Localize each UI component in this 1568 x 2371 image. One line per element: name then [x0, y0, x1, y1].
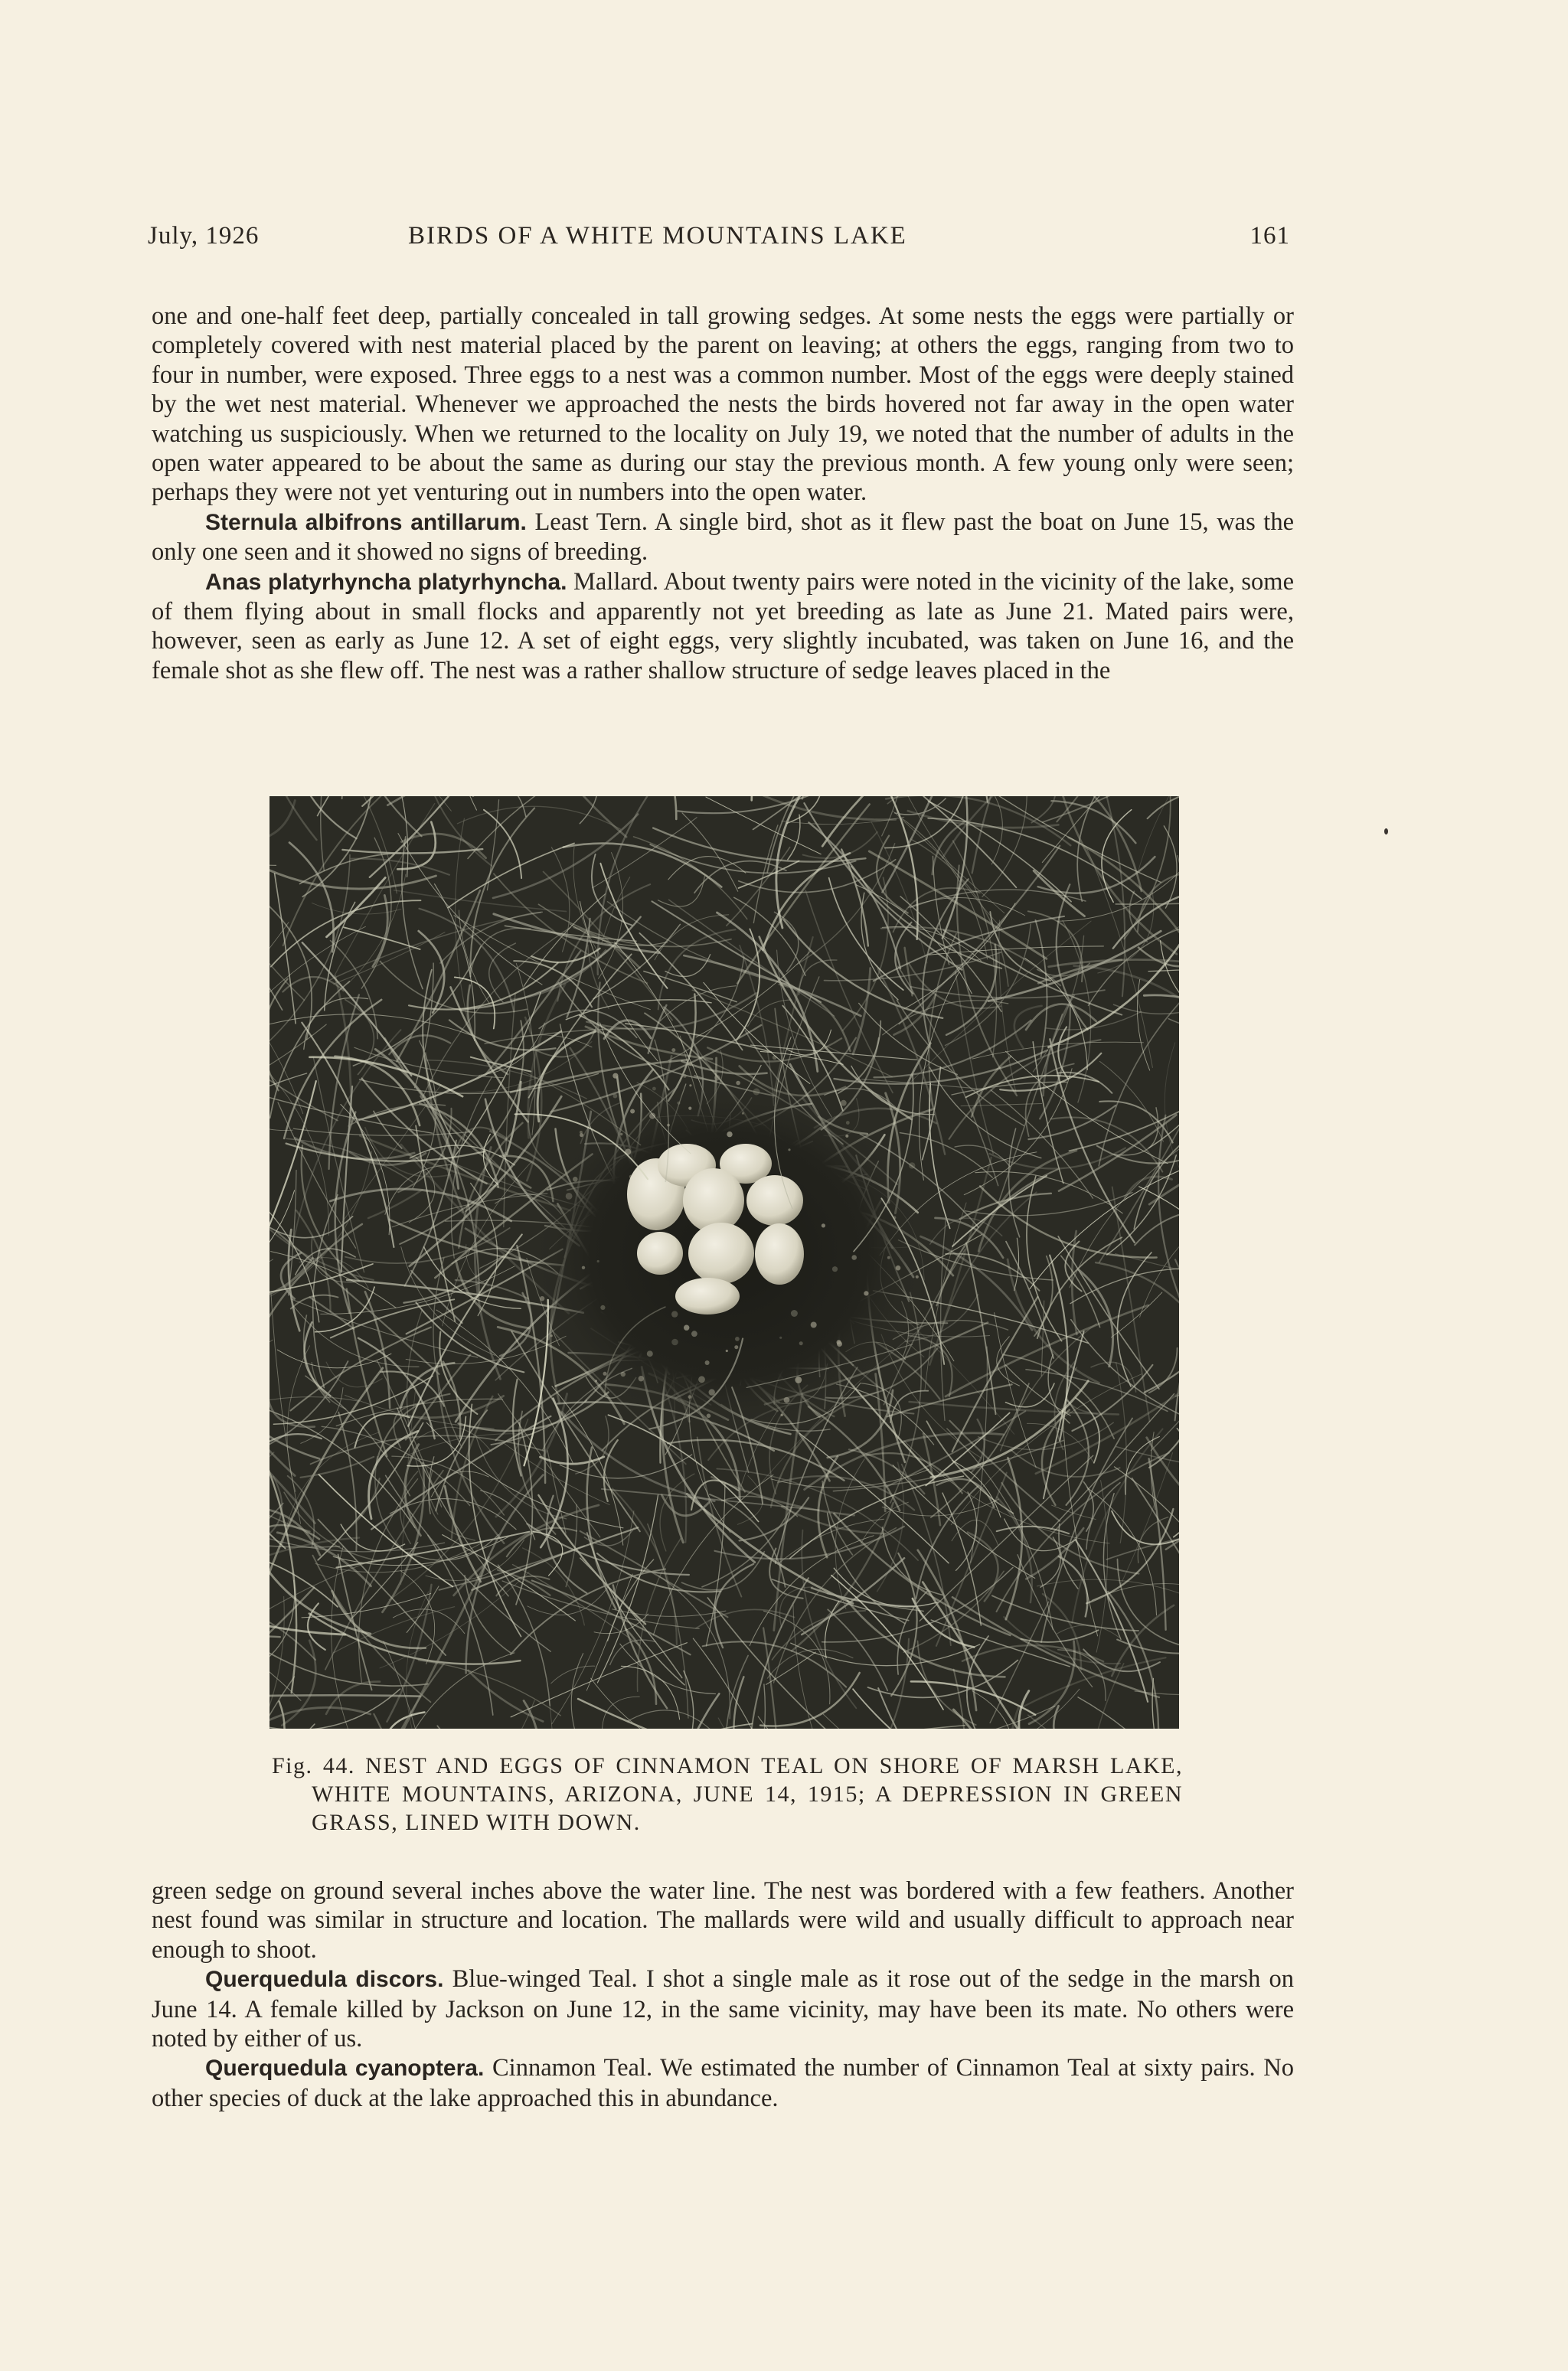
down-fleck [896, 1266, 901, 1271]
down-fleck [550, 1334, 553, 1337]
page-number: 161 [1250, 222, 1290, 250]
down-fleck [709, 1389, 715, 1395]
down-fleck [753, 1089, 760, 1096]
down-fleck [671, 1048, 675, 1052]
egg [746, 1175, 803, 1226]
down-fleck [887, 1256, 890, 1259]
down-fleck [647, 1350, 653, 1357]
down-fleck [688, 1062, 693, 1066]
figure-caption [272, 1752, 1183, 1837]
down-fleck [600, 1305, 605, 1310]
down-fleck [698, 1376, 705, 1383]
down-fleck [612, 1073, 618, 1079]
down-fleck [795, 1377, 802, 1383]
down-fleck [705, 1360, 710, 1365]
down-fleck [684, 1325, 689, 1331]
species-name: Querquedula cyanoptera. [205, 2056, 485, 2082]
down-fleck [573, 1177, 578, 1182]
issue-date: July, 1926 [148, 222, 260, 250]
down-fleck [613, 1094, 618, 1099]
species-name: Sternula albifrons antillarum. [205, 509, 527, 535]
down-fleck [832, 1266, 838, 1272]
body-text-bottom [152, 1876, 1294, 2113]
down-fleck [779, 1337, 782, 1339]
down-fleck [726, 1350, 728, 1352]
down-fleck [864, 1291, 868, 1295]
down-fleck [784, 1397, 790, 1403]
paragraph-least-tern [152, 508, 1294, 567]
down-fleck [639, 1376, 644, 1381]
down-fleck [799, 1341, 803, 1345]
paragraph-text: Cinnamon Teal. We estimated the number of Cinnamon Teal at sixty pairs. No other species of duck at the lake approached this in abundance. [152, 2054, 1294, 2112]
down-fleck [714, 1075, 720, 1080]
down-fleck [580, 1133, 583, 1137]
down-fleck [837, 1340, 841, 1344]
down-fleck [671, 1339, 678, 1346]
down-fleck [603, 1372, 607, 1376]
down-fleck [781, 1414, 783, 1416]
body-text-top [152, 302, 1294, 685]
paragraph-text: Mallard. About twenty pairs were noted in the vicinity of the lake, some of them flying about in small flocks and apparently not yet breeding as late as June 21. Mated pairs were, however, seen as early as June 12. A set of eight eggs, very slightly incubated, was taken on June 16, and the female shot as she flew off. The nest was a rather shallow structure of sedge leaves placed in the [152, 567, 1295, 684]
down-fleck [846, 1121, 850, 1125]
down-fleck [845, 1135, 848, 1138]
down-fleck [595, 1380, 597, 1382]
down-fleck [691, 1331, 697, 1337]
down-fleck [652, 1087, 656, 1091]
down-fleck [734, 1345, 738, 1349]
egg [755, 1223, 804, 1285]
down-fleck [841, 1100, 847, 1106]
down-fleck [688, 1395, 692, 1399]
down-fleck [811, 1322, 817, 1328]
species-name: Querquedula discors. [205, 1967, 444, 1993]
paragraph-text: Least Tern. A single bird, shot as it flew past the boat on June 15, was the only one seen and it showed no signs of breeding. [152, 508, 1294, 567]
down-fleck [597, 1260, 599, 1262]
down-fleck [689, 1084, 691, 1086]
down-fleck [736, 1081, 740, 1086]
paragraph-mallard [152, 567, 1294, 686]
paragraph-text: Blue-winged Teal. I shot a single male as it rose out of the sedge in the marsh on June 14. A female killed by Jackson on June 12, in the same vicinity, may have been its mate. No others were noted by either of us. [152, 1965, 1294, 2053]
species-name: Anas platyrhyncha platyrhyncha. [205, 569, 567, 595]
down-fleck [916, 1275, 919, 1279]
nest-photograph [270, 796, 1179, 1729]
paragraph: one and one-half feet deep, partially concealed in tall growing sedges. At some nests the eggs were partially or completely covered with nest material placed by the parent on leaving; at others the eggs, ranging from two to four in number, were exposed. Three eggs to a nest was a common number. Most of the eggs were deeply stained by the wet nest material. Whenever we approached the nests the birds hovered not far away in the open water watching us suspiciously. When we returned to the locality on July 19, we noted that the number of adults in the open water appeared to be about the same as during our stay the previous month. A few young only were seen; perhaps they were not yet venturing out in numbers into the open water. [152, 302, 1294, 507]
down-fleck [582, 1266, 585, 1269]
egg [683, 1168, 744, 1233]
down-fleck [671, 1311, 678, 1317]
down-fleck [677, 1102, 680, 1105]
down-fleck [566, 1193, 573, 1200]
down-fleck [727, 1132, 732, 1137]
paragraph: green sedge on ground several inches above the water line. The nest was bordered with a few feathers. Another nest found was similar in structure and location. The mallards were wild and usually difficult to approach near enough to shoot. [152, 1877, 1294, 1964]
nest-photo-image [270, 796, 1179, 1729]
down-fleck [909, 1162, 915, 1168]
paragraph-blue-winged-teal [152, 1964, 1294, 2053]
caption-text: Fig. 44. NEST AND EGGS OF CINNAMON TEAL ON SHORE OF MARSH LAKE, WHITE MOUNTAINS, ARIZONA, JUNE 14, 1915; A DEPRESSION IN GREEN GRASS, LINED WITH DOWN. [272, 1753, 1183, 1835]
down-fleck [707, 1414, 711, 1419]
paragraph-cinnamon-teal [152, 2053, 1294, 2113]
egg [675, 1278, 740, 1315]
paper-blemish [1384, 828, 1388, 834]
egg [637, 1232, 683, 1275]
down-fleck [851, 1255, 857, 1260]
down-fleck [735, 1337, 740, 1341]
down-fleck [742, 1112, 744, 1115]
egg [688, 1223, 754, 1284]
down-fleck [791, 1310, 798, 1317]
down-fleck [630, 1109, 635, 1114]
down-fleck [822, 1223, 825, 1227]
down-fleck [580, 1131, 583, 1134]
article-title: BIRDS OF A WHITE MOUNTAINS LAKE [408, 222, 907, 250]
down-fleck [788, 1148, 790, 1151]
down-fleck [540, 1296, 544, 1301]
down-fleck [688, 1107, 691, 1110]
running-head [148, 222, 1290, 256]
down-fleck [620, 1133, 622, 1135]
